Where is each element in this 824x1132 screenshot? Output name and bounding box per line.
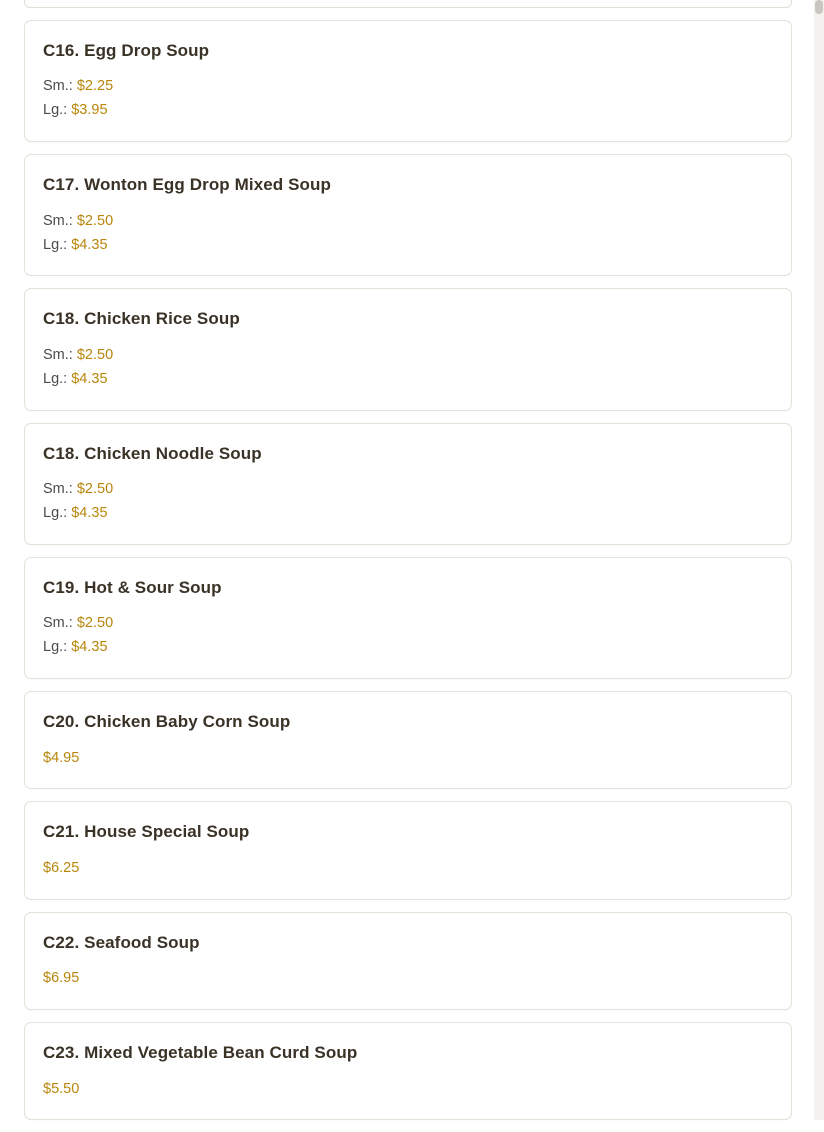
page-scrollbar[interactable] xyxy=(814,0,824,1120)
menu-item-price: $6.25 xyxy=(43,859,80,876)
menu-item-price-small xyxy=(43,210,773,234)
price-size-label: Lg.: xyxy=(43,236,68,253)
price-size-label: Sm.: xyxy=(43,615,73,632)
price-size-label: Sm.: xyxy=(43,481,73,498)
price-size-label: Lg.: xyxy=(43,102,68,119)
menu-item-card[interactable] xyxy=(24,423,792,545)
price-amount: $4.35 xyxy=(71,370,108,387)
price-amount: $4.35 xyxy=(71,505,108,522)
menu-item-price-large xyxy=(43,234,773,258)
price-amount: $3.95 xyxy=(71,102,108,119)
menu-item-name: C18. Chicken Noodle Soup xyxy=(43,443,262,463)
menu-item-price: $4.95 xyxy=(43,749,80,766)
menu-item-price-small xyxy=(43,344,773,368)
menu-item-name: C23. Mixed Vegetable Bean Curd Soup xyxy=(43,1043,358,1063)
menu-item-name: C19. Hot & Sour Soup xyxy=(43,577,222,597)
menu-item-price-large xyxy=(43,99,773,123)
menu-item-card[interactable] xyxy=(24,154,792,276)
menu-item-card[interactable] xyxy=(24,557,792,679)
menu-item-card[interactable] xyxy=(24,1022,792,1120)
price-amount: $2.50 xyxy=(76,346,114,363)
price-size-label: Lg.: xyxy=(43,370,68,387)
price-size-label: Sm.: xyxy=(43,212,73,229)
menu-item-card[interactable] xyxy=(24,288,792,410)
menu-item-name: C20. Chicken Baby Corn Soup xyxy=(43,712,291,732)
menu-item-price-large xyxy=(43,636,773,660)
menu-item-price-large xyxy=(43,368,773,392)
menu-item-card[interactable] xyxy=(24,912,792,1010)
price-size-label: Sm.: xyxy=(43,78,73,95)
menu-item-price-large xyxy=(43,502,773,526)
price-amount: $4.35 xyxy=(71,639,108,656)
menu-item-price-small xyxy=(43,478,773,502)
menu-item-price: $5.50 xyxy=(43,1080,80,1097)
price-amount: $2.25 xyxy=(76,78,114,95)
price-amount: $2.50 xyxy=(76,212,114,229)
menu-item-card[interactable] xyxy=(24,691,792,789)
price-size-label: Sm.: xyxy=(43,346,73,363)
menu-item-price-small xyxy=(43,612,773,636)
menu-item-name: C21. House Special Soup xyxy=(43,822,250,842)
price-size-label: Lg.: xyxy=(43,639,68,656)
menu-item-card-clipped[interactable] xyxy=(24,0,792,8)
menu-item-price: $6.95 xyxy=(43,970,80,987)
menu-item-card[interactable] xyxy=(24,801,792,899)
menu-item-price-small xyxy=(43,75,773,99)
page-scrollbar-thumb[interactable] xyxy=(815,0,823,14)
price-size-label: Lg.: xyxy=(43,505,68,522)
menu-item-card[interactable] xyxy=(24,20,792,142)
menu-item-name: C22. Seafood Soup xyxy=(43,932,200,952)
menu-item-name: C18. Chicken Rice Soup xyxy=(43,309,240,329)
price-amount: $2.50 xyxy=(76,481,114,498)
menu-item-name: C17. Wonton Egg Drop Mixed Soup xyxy=(43,175,331,195)
price-amount: $4.35 xyxy=(71,236,108,253)
price-amount: $2.50 xyxy=(76,615,114,632)
menu-item-name: C16. Egg Drop Soup xyxy=(43,41,210,60)
